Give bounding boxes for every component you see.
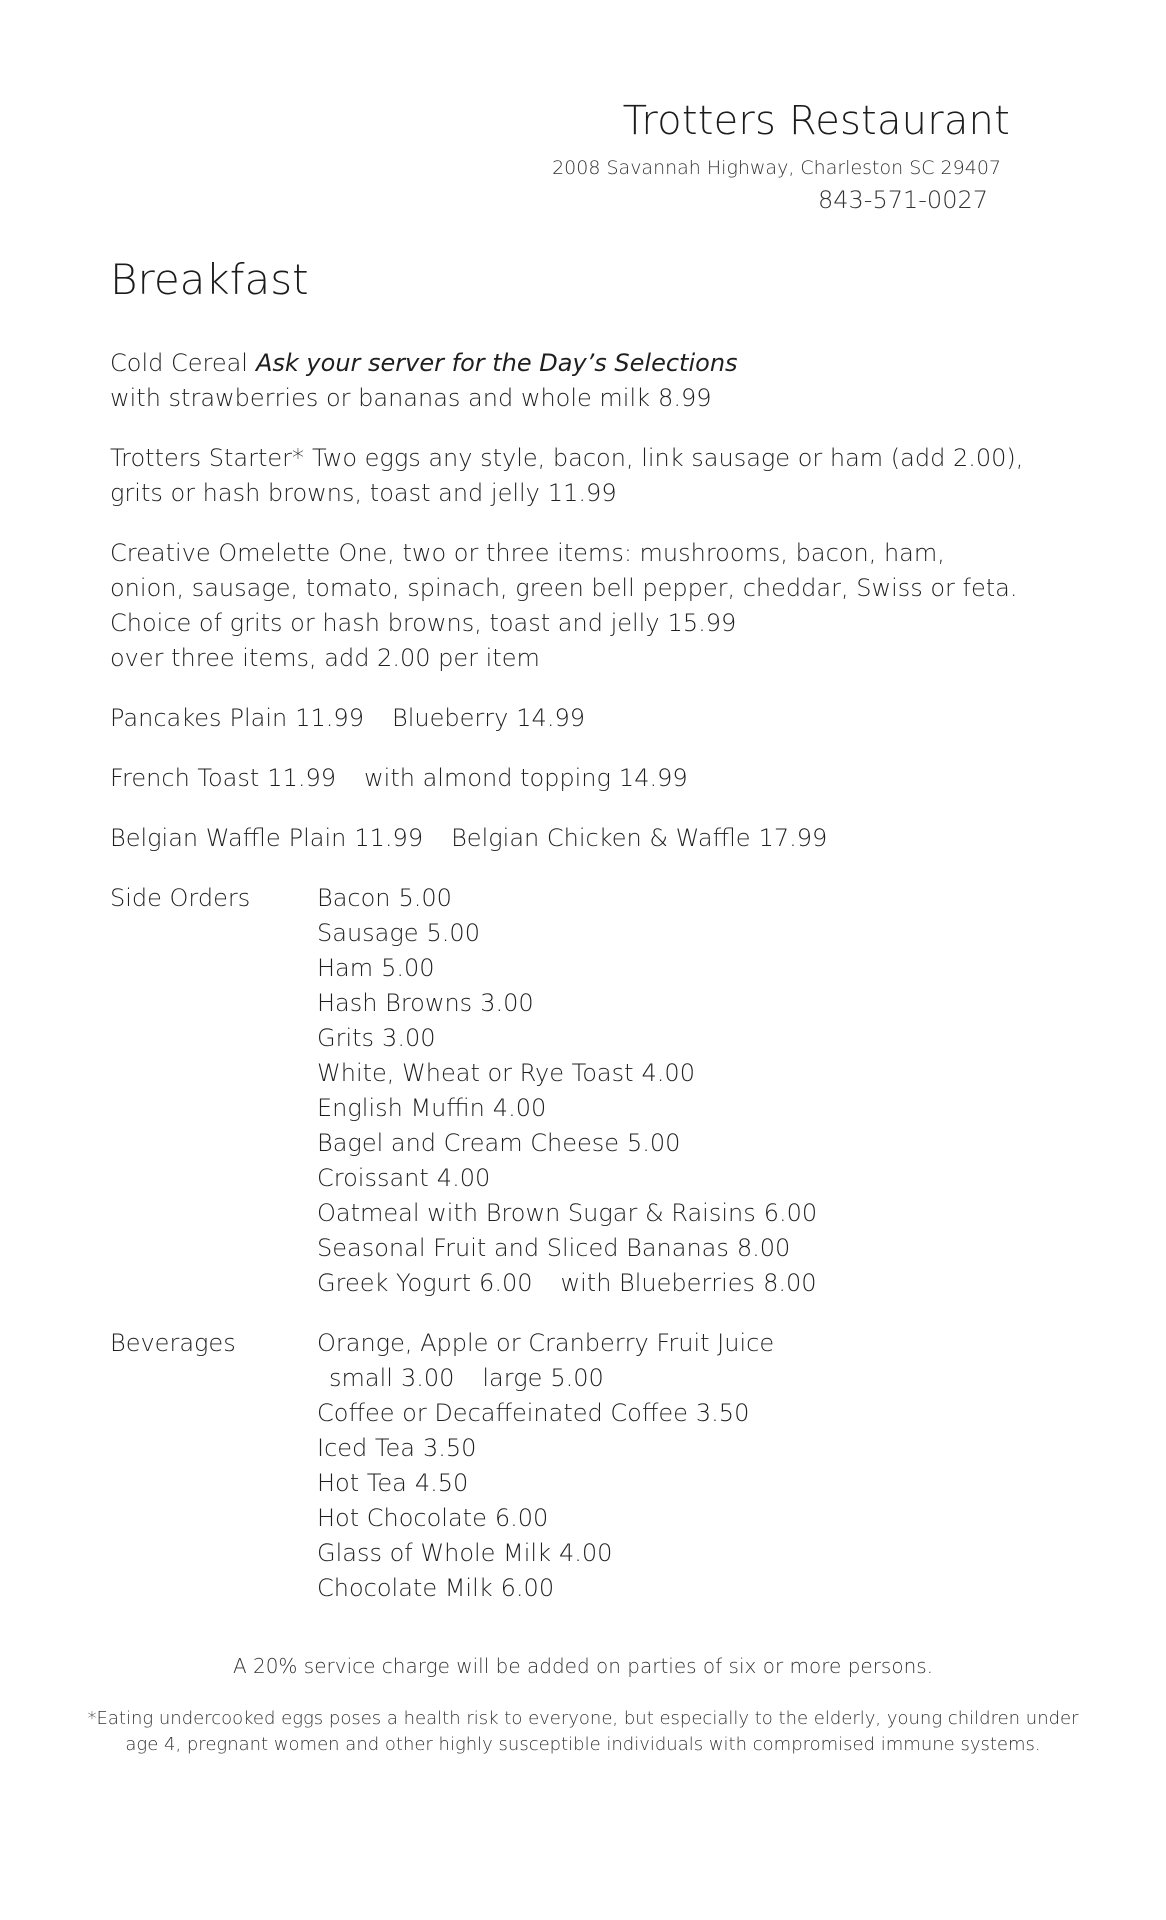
- item-price: 14.99: [516, 704, 585, 732]
- item-price: 11.99: [267, 764, 337, 792]
- side-item: Grits 3.00: [317, 1024, 436, 1052]
- health-disclaimer-line: age 4, pregnant women and other highly susceptible individuals with compromised immune systems.: [125, 1734, 1041, 1755]
- service-charge-note: A 20% service charge will be added on parties of six or more persons.: [232, 1654, 934, 1678]
- health-disclaimer-line: *Eating undercooked eggs poses a health risk to everyone, but especially to the elderly, young children under: [87, 1708, 1079, 1729]
- item-option: Plain: [229, 704, 288, 732]
- item-name: Trotters Starter*: [110, 444, 305, 472]
- item-name: Pancakes: [110, 704, 222, 732]
- side-item: White, Wheat or Rye Toast 4.00: [317, 1059, 695, 1087]
- menu-item-pancakes: [110, 701, 1070, 736]
- item-name: French Toast: [110, 764, 260, 792]
- menu-item-cold-cereal: [110, 346, 1070, 416]
- item-price: 11.99: [354, 824, 424, 852]
- menu-list: [110, 346, 1070, 1631]
- beverage-item: Coffee or Decaffeinated Coffee 3.50: [317, 1399, 750, 1427]
- side-item: Seasonal Fruit and Sliced Bananas 8.00: [317, 1234, 791, 1262]
- menu-item-belgian-waffle: [110, 821, 1070, 856]
- side-item: Ham 5.00: [317, 954, 435, 982]
- item-price: 8.99: [658, 384, 712, 412]
- menu-item-french-toast: [110, 761, 1070, 796]
- item-description: onion, sausage, tomato, spinach, green bell pepper, cheddar, Swiss or feta.: [110, 574, 1018, 602]
- side-item: Sausage 5.00: [317, 919, 480, 947]
- menu-item-creative-omelette: [110, 536, 1070, 676]
- beverages-list: [317, 1326, 774, 1606]
- beverage-item: Chocolate Milk 6.00: [317, 1574, 555, 1602]
- side-orders-section: [110, 881, 1070, 1301]
- item-note: Ask your server for the Day’s Selections: [255, 349, 738, 377]
- item-price: 17.99: [758, 824, 828, 852]
- beverage-juice-sizes: small 3.00 large 5.00: [329, 1364, 604, 1392]
- beverage-item: Hot Chocolate 6.00: [317, 1504, 549, 1532]
- item-option: Plain: [288, 824, 347, 852]
- item-description: One, two or three items: mushrooms, bacon, ham,: [338, 539, 945, 567]
- item-price: 14.99: [618, 764, 688, 792]
- item-name: Creative Omelette: [110, 539, 331, 567]
- item-option: with almond topping: [364, 764, 611, 792]
- item-description: with strawberries or bananas and whole milk: [110, 384, 651, 412]
- beverages-section: [110, 1326, 1070, 1606]
- beverage-item: Glass of Whole Milk 4.00: [317, 1539, 613, 1567]
- item-description: Choice of grits or hash browns, toast and jelly: [110, 609, 660, 637]
- item-price: 15.99: [667, 609, 737, 637]
- side-orders-label: Side Orders: [110, 884, 251, 912]
- item-name: Belgian Waffle: [110, 824, 281, 852]
- item-description: over three items, add 2.00 per item: [110, 644, 540, 672]
- section-title: Breakfast: [110, 255, 309, 304]
- restaurant-phone: 843-571-0027: [817, 186, 988, 214]
- side-item: English Muffin 4.00: [317, 1094, 547, 1122]
- item-description: Two eggs any style, bacon, link sausage or ham (add 2.00),: [312, 444, 1024, 472]
- item-price: 11.99: [295, 704, 364, 732]
- item-option: Blueberry: [391, 704, 509, 732]
- beverage-item: Iced Tea 3.50: [317, 1434, 477, 1462]
- side-item: Oatmeal with Brown Sugar & Raisins 6.00: [317, 1199, 818, 1227]
- restaurant-header: [623, 98, 1010, 144]
- menu-item-trotters-starter: [110, 441, 1070, 511]
- side-item: Bagel and Cream Cheese 5.00: [317, 1129, 681, 1157]
- item-name: Cold Cereal: [110, 349, 248, 377]
- beverage-juice: Orange, Apple or Cranberry Fruit Juice: [317, 1329, 775, 1357]
- item-description: grits or hash browns, toast and jelly: [110, 479, 540, 507]
- beverages-label: Beverages: [110, 1329, 236, 1357]
- item-price: 11.99: [547, 479, 617, 507]
- restaurant-name: Trotters Restaurant: [622, 98, 1010, 144]
- health-disclaimer: [0, 1706, 1166, 1758]
- beverage-item: Hot Tea 4.50: [317, 1469, 469, 1497]
- side-item: Croissant 4.00: [317, 1164, 491, 1192]
- side-item: Bacon 5.00: [317, 884, 452, 912]
- side-item-greek-yogurt: Greek Yogurt 6.00 with Blueberries 8.00: [317, 1269, 817, 1297]
- item-option: Belgian Chicken & Waffle: [451, 824, 751, 852]
- side-orders-list: [317, 881, 817, 1301]
- restaurant-address: 2008 Savannah Highway, Charleston SC 29407: [552, 157, 1001, 179]
- side-item: Hash Browns 3.00: [317, 989, 534, 1017]
